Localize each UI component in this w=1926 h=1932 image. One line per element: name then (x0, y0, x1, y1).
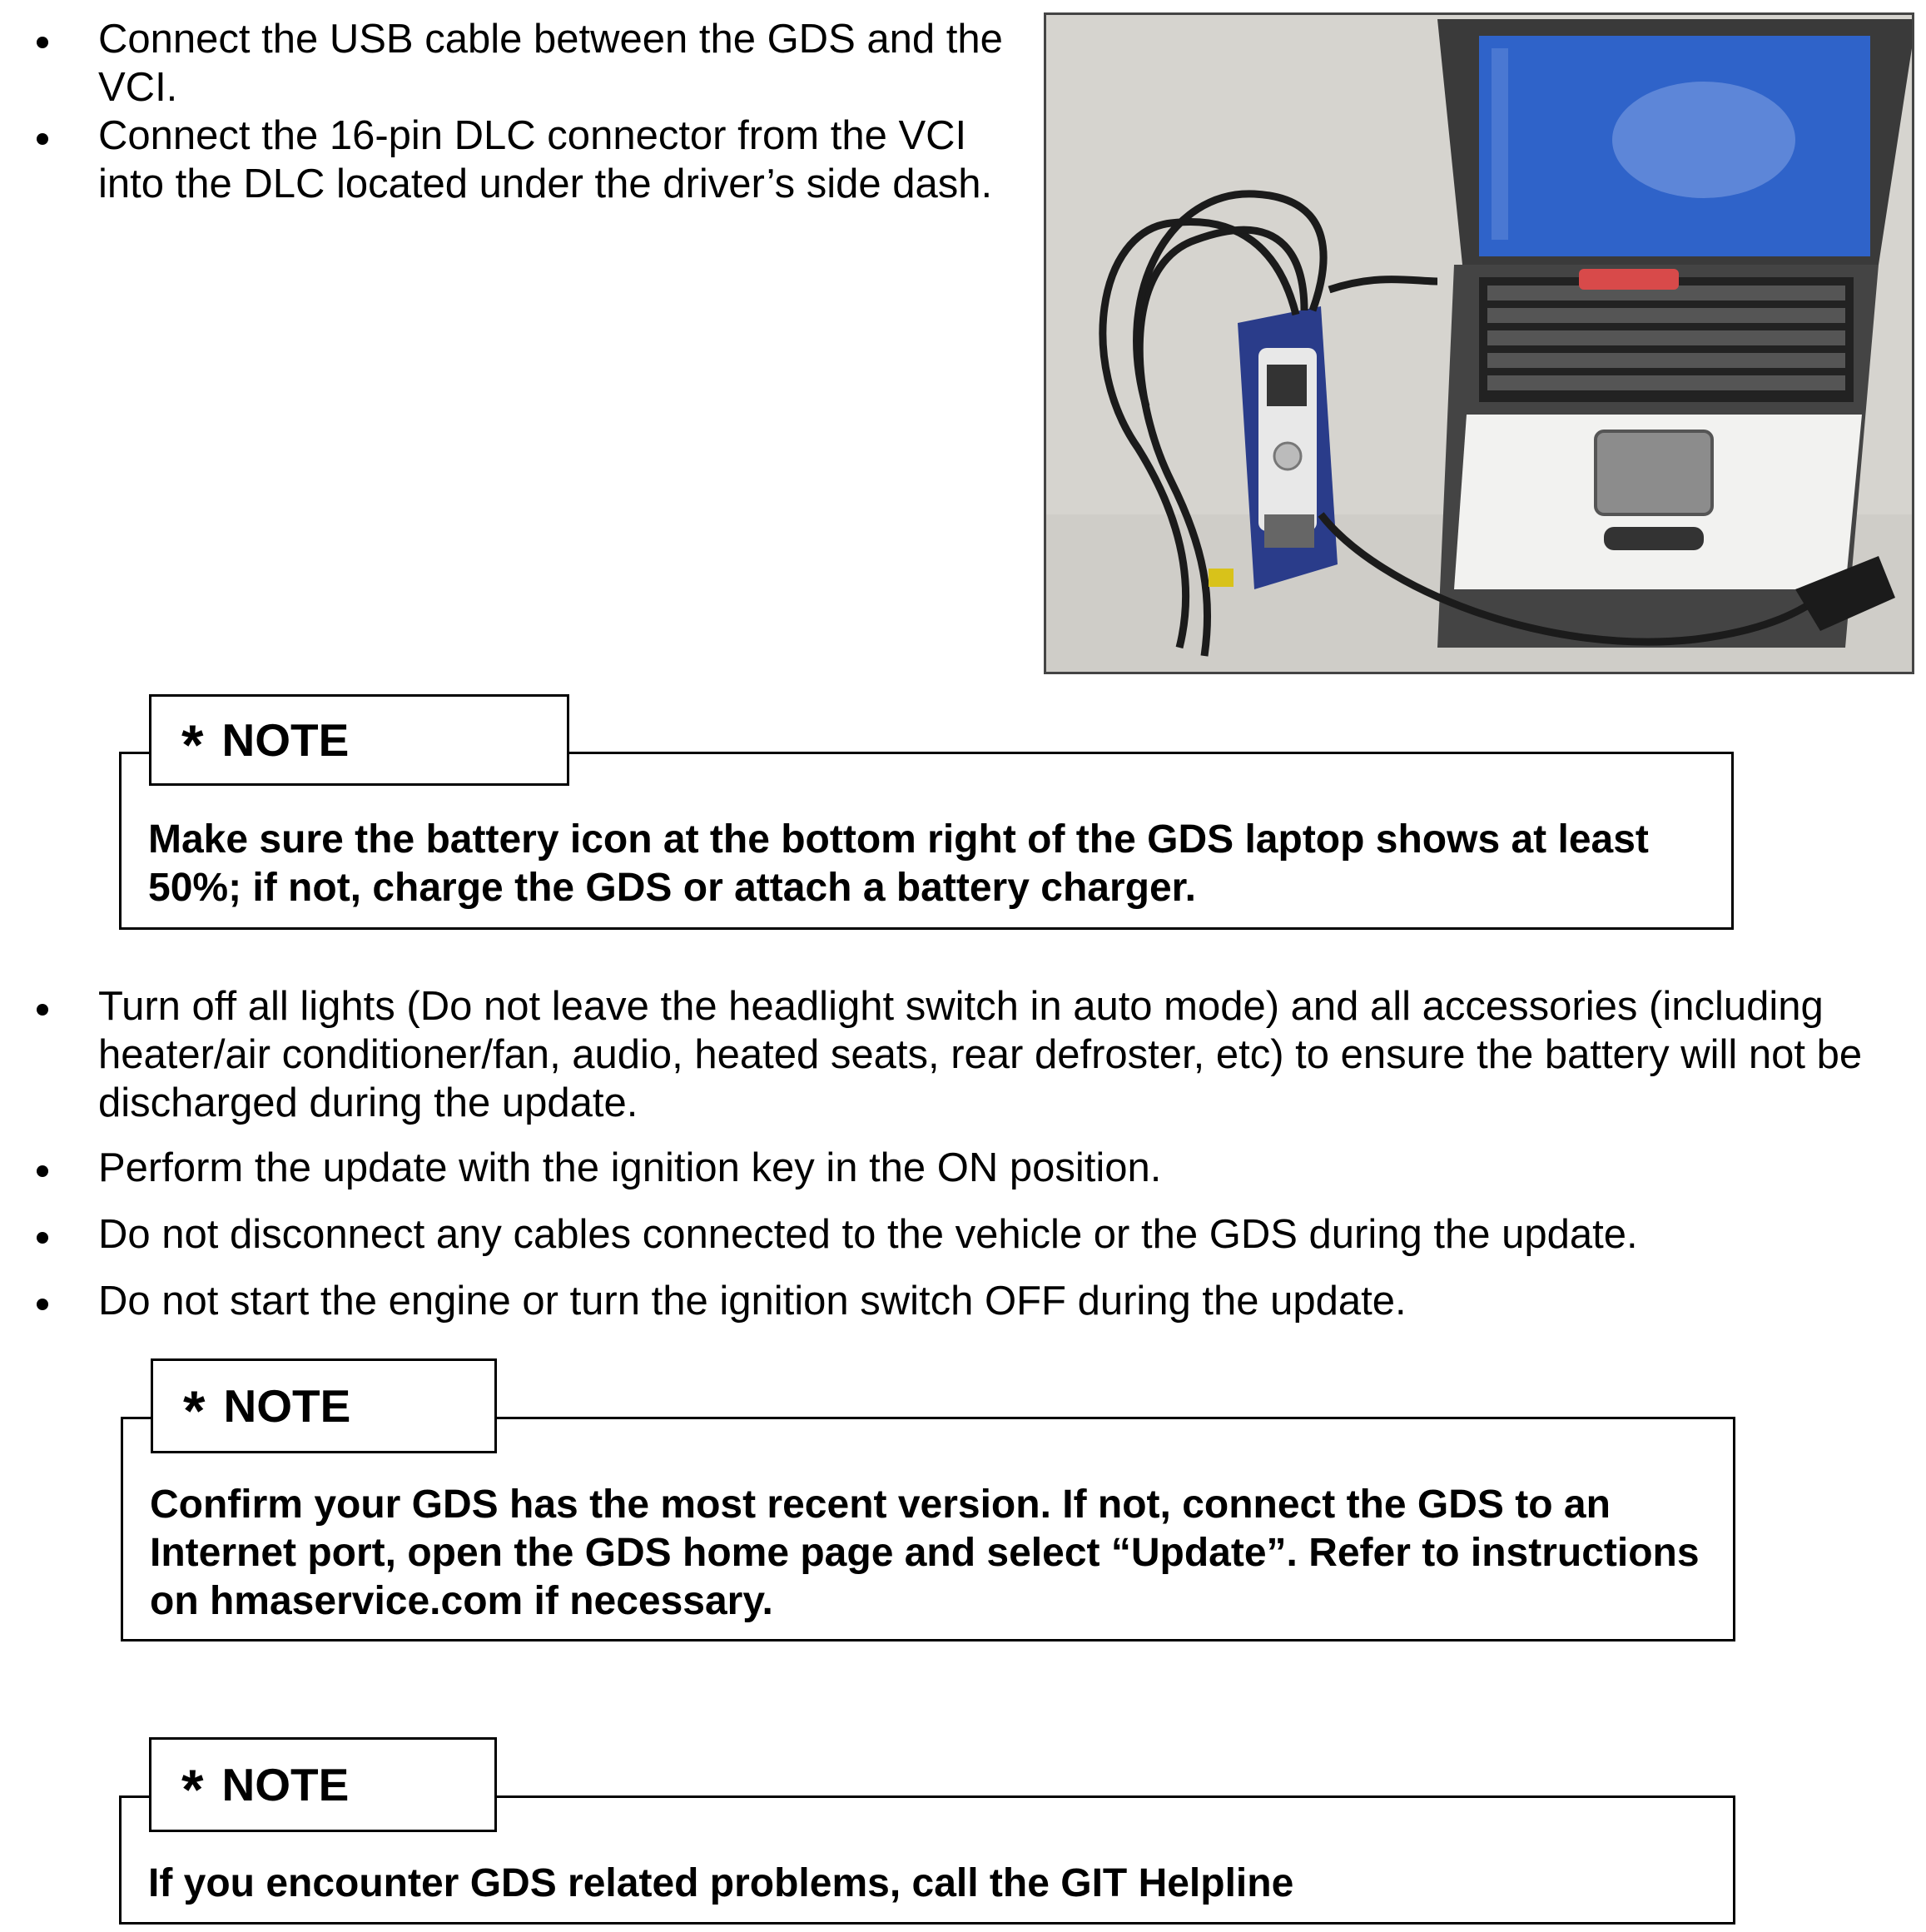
note-heading: NOTE (221, 1759, 350, 1810)
asterisk-icon: * (183, 1379, 206, 1443)
top-bullet-list (0, 15, 1024, 208)
note-tab-update (151, 1358, 497, 1453)
gds-vci-photo (1044, 12, 1914, 674)
note-heading: NOTE (221, 714, 350, 766)
note-tab-battery (149, 694, 569, 786)
gds-laptop-vci-illustration (1046, 15, 1912, 672)
note-tab-helpline (149, 1737, 497, 1832)
note-heading: NOTE (223, 1380, 351, 1432)
note-text-battery: Make sure the battery icon at the bottom right of the GDS laptop shows at least 50%; if not, charge the GDS or attach a battery charger. (148, 817, 1649, 910)
bullet-do-not-disconnect: Do not disconnect any cables connected to the vehicle or the GDS during the update. (0, 1210, 1906, 1259)
bullet-turn-off-lights: Turn off all lights (Do not leave the headlight switch in auto mode) and all accessories (including heater/air conditioner/fan, audio, heated seats, rear defroster, etc) to ensure the battery will not be discharged during the update. (0, 982, 1906, 1127)
note-text-update: Confirm your GDS has the most recent version. If not, connect the GDS to an Internet port, open the GDS home page and select “Update”. Refer to instructions on hmaservice.com if necessary. (150, 1483, 1700, 1623)
asterisk-icon: * (181, 1758, 204, 1821)
middle-bullet-list (0, 982, 1906, 1325)
note-text-helpline: If you encounter GDS related problems, call the GIT Helpline (148, 1861, 1294, 1905)
bullet-do-not-start: Do not start the engine or turn the ignition switch OFF during the update. (0, 1277, 1906, 1325)
asterisk-icon: * (181, 713, 204, 777)
bullet-ignition-on: Perform the update with the ignition key in the ON position. (0, 1144, 1906, 1192)
bullet-connect-dlc: Connect the 16-pin DLC connector from the VCI into the DLC located under the driver’s side dash. (0, 112, 1024, 208)
bullet-connect-usb: Connect the USB cable between the GDS and the VCI. (0, 15, 1024, 112)
